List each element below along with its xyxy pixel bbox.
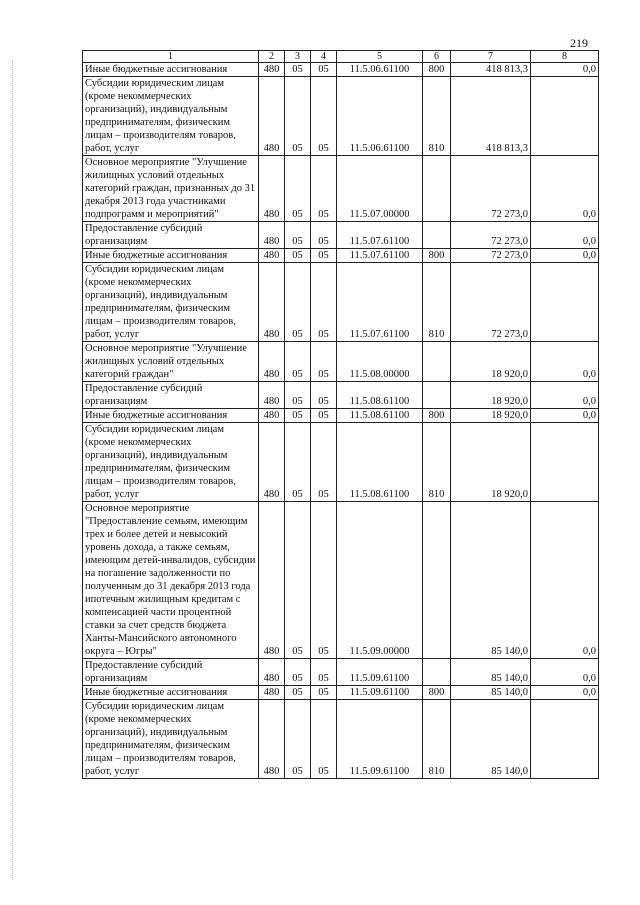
- cell-c2: 480: [259, 249, 285, 263]
- cell-c2: 480: [259, 659, 285, 686]
- table-header-row: [83, 51, 599, 63]
- cell-c8: [531, 423, 599, 502]
- cell-c2: 480: [259, 423, 285, 502]
- cell-c8: 0,0: [531, 63, 599, 77]
- cell-c8: 0,0: [531, 342, 599, 382]
- cell-c8: 0,0: [531, 659, 599, 686]
- cell-c7: 418 813,3: [451, 63, 531, 77]
- row-name: Иные бюджетные ассигнования: [83, 249, 259, 263]
- cell-c6: [423, 502, 451, 659]
- cell-c2: 480: [259, 700, 285, 779]
- cell-c4: 05: [311, 222, 337, 249]
- cell-c4: 05: [311, 659, 337, 686]
- cell-c3: 05: [285, 423, 311, 502]
- cell-c6: 800: [423, 63, 451, 77]
- cell-c6: [423, 382, 451, 409]
- cell-c4: 05: [311, 700, 337, 779]
- cell-c6: 810: [423, 77, 451, 156]
- header-cell: 1: [83, 51, 259, 63]
- cell-c4: 05: [311, 342, 337, 382]
- cell-c2: 480: [259, 686, 285, 700]
- cell-c6: [423, 659, 451, 686]
- cell-c7: 72 273,0: [451, 222, 531, 249]
- cell-c6: 810: [423, 423, 451, 502]
- header-cell: 5: [337, 51, 423, 63]
- row-name: Основное мероприятие "Предоставление семьям, имеющим трех и более детей и невысокий уровень дохода, а также семьям, имеющим детей-инвалидов, субсидии на погашение задолженности по полученным до 31 декабря 2013 года ипотечным жилищным кредитам с компенсацией части процентной ставки за счет средств бюджета Ханты-Мансийского автономного округа – Югры": [83, 502, 259, 659]
- row-name: Иные бюджетные ассигнования: [83, 63, 259, 77]
- cell-c8: 0,0: [531, 686, 599, 700]
- cell-c4: 05: [311, 409, 337, 423]
- cell-c5: 11.5.08.61100: [337, 423, 423, 502]
- cell-c5: 11.5.09.00000: [337, 502, 423, 659]
- cell-c5: 11.5.08.00000: [337, 342, 423, 382]
- cell-c7: 85 140,0: [451, 659, 531, 686]
- cell-c7: 418 813,3: [451, 77, 531, 156]
- cell-c7: 18 920,0: [451, 423, 531, 502]
- table-row: [83, 700, 599, 779]
- cell-c8: [531, 700, 599, 779]
- cell-c6: 810: [423, 700, 451, 779]
- cell-c5: 11.5.07.00000: [337, 156, 423, 222]
- cell-c4: 05: [311, 77, 337, 156]
- cell-c6: [423, 156, 451, 222]
- cell-c5: 11.5.09.61100: [337, 686, 423, 700]
- table-row: [83, 342, 599, 382]
- cell-c7: 85 140,0: [451, 700, 531, 779]
- cell-c7: 72 273,0: [451, 156, 531, 222]
- cell-c2: 480: [259, 409, 285, 423]
- cell-c2: 480: [259, 263, 285, 342]
- cell-c5: 11.5.07.61100: [337, 263, 423, 342]
- cell-c6: 800: [423, 249, 451, 263]
- cell-c5: 11.5.07.61100: [337, 222, 423, 249]
- cell-c2: 480: [259, 382, 285, 409]
- table-row: [83, 409, 599, 423]
- cell-c6: 810: [423, 263, 451, 342]
- cell-c6: [423, 222, 451, 249]
- table-row: [83, 423, 599, 502]
- cell-c3: 05: [285, 249, 311, 263]
- cell-c3: 05: [285, 686, 311, 700]
- cell-c8: [531, 263, 599, 342]
- cell-c7: 72 273,0: [451, 263, 531, 342]
- scan-edge-marks: [12, 60, 15, 880]
- cell-c3: 05: [285, 659, 311, 686]
- cell-c3: 05: [285, 77, 311, 156]
- cell-c7: 72 273,0: [451, 249, 531, 263]
- cell-c8: 0,0: [531, 382, 599, 409]
- cell-c3: 05: [285, 222, 311, 249]
- cell-c4: 05: [311, 382, 337, 409]
- row-name: Основное мероприятие "Улучшение жилищных условий отдельных категорий граждан": [83, 342, 259, 382]
- cell-c6: 800: [423, 686, 451, 700]
- cell-c2: 480: [259, 77, 285, 156]
- cell-c4: 05: [311, 686, 337, 700]
- table-row: [83, 222, 599, 249]
- row-name: Субсидии юридическим лицам (кроме некоммерческих организаций), индивидуальным предпринимателям, физическим лицам – производителям товаров, работ, услуг: [83, 700, 259, 779]
- header-cell: 7: [451, 51, 531, 63]
- header-cell: 6: [423, 51, 451, 63]
- row-name: Иные бюджетные ассигнования: [83, 409, 259, 423]
- row-name: Субсидии юридическим лицам (кроме некоммерческих организаций), индивидуальным предпринимателям, физическим лицам – производителям товаров, работ, услуг: [83, 263, 259, 342]
- cell-c8: 0,0: [531, 409, 599, 423]
- cell-c3: 05: [285, 156, 311, 222]
- cell-c8: 0,0: [531, 222, 599, 249]
- cell-c7: 85 140,0: [451, 686, 531, 700]
- budget-table: [82, 50, 599, 779]
- header-cell: 8: [531, 51, 599, 63]
- cell-c4: 05: [311, 249, 337, 263]
- header-cell: 4: [311, 51, 337, 63]
- cell-c2: 480: [259, 156, 285, 222]
- cell-c3: 05: [285, 700, 311, 779]
- row-name: Субсидии юридическим лицам (кроме некоммерческих организаций), индивидуальным предпринимателям, физическим лицам – производителям товаров, работ, услуг: [83, 77, 259, 156]
- cell-c2: 480: [259, 342, 285, 382]
- header-cell: 3: [285, 51, 311, 63]
- cell-c8: 0,0: [531, 502, 599, 659]
- row-name: Предоставление субсидий организациям: [83, 222, 259, 249]
- row-name: Иные бюджетные ассигнования: [83, 686, 259, 700]
- cell-c4: 05: [311, 263, 337, 342]
- cell-c3: 05: [285, 63, 311, 77]
- cell-c4: 05: [311, 423, 337, 502]
- cell-c6: [423, 342, 451, 382]
- cell-c5: 11.5.09.61100: [337, 659, 423, 686]
- cell-c6: 800: [423, 409, 451, 423]
- cell-c7: 85 140,0: [451, 502, 531, 659]
- table-row: [83, 77, 599, 156]
- table-row: [83, 502, 599, 659]
- cell-c2: 480: [259, 502, 285, 659]
- row-name: Предоставление субсидий организациям: [83, 659, 259, 686]
- table-row: [83, 263, 599, 342]
- header-cell: 2: [259, 51, 285, 63]
- cell-c4: 05: [311, 156, 337, 222]
- cell-c7: 18 920,0: [451, 382, 531, 409]
- cell-c3: 05: [285, 502, 311, 659]
- cell-c3: 05: [285, 409, 311, 423]
- cell-c3: 05: [285, 263, 311, 342]
- cell-c4: 05: [311, 502, 337, 659]
- cell-c2: 480: [259, 63, 285, 77]
- cell-c3: 05: [285, 382, 311, 409]
- table-row: [83, 382, 599, 409]
- page-number: 219: [570, 36, 588, 50]
- table-row: [83, 156, 599, 222]
- table-row: [83, 63, 599, 77]
- cell-c5: 11.5.08.61100: [337, 382, 423, 409]
- table-row: [83, 659, 599, 686]
- table-row: [83, 249, 599, 263]
- row-name: Субсидии юридическим лицам (кроме некоммерческих организаций), индивидуальным предпринимателям, физическим лицам – производителям товаров, работ, услуг: [83, 423, 259, 502]
- row-name: Предоставление субсидий организациям: [83, 382, 259, 409]
- cell-c5: 11.5.09.61100: [337, 700, 423, 779]
- cell-c5: 11.5.06.61100: [337, 63, 423, 77]
- cell-c2: 480: [259, 222, 285, 249]
- cell-c3: 05: [285, 342, 311, 382]
- cell-c7: 18 920,0: [451, 342, 531, 382]
- cell-c5: 11.5.08.61100: [337, 409, 423, 423]
- cell-c8: 0,0: [531, 249, 599, 263]
- row-name: Основное мероприятие "Улучшение жилищных условий отдельных категорий граждан, признанных до 31 декабря 2013 года участниками подпрограмм и мероприятий": [83, 156, 259, 222]
- cell-c8: 0,0: [531, 156, 599, 222]
- cell-c7: 18 920,0: [451, 409, 531, 423]
- cell-c5: 11.5.06.61100: [337, 77, 423, 156]
- cell-c5: 11.5.07.61100: [337, 249, 423, 263]
- table-row: [83, 686, 599, 700]
- cell-c4: 05: [311, 63, 337, 77]
- cell-c8: [531, 77, 599, 156]
